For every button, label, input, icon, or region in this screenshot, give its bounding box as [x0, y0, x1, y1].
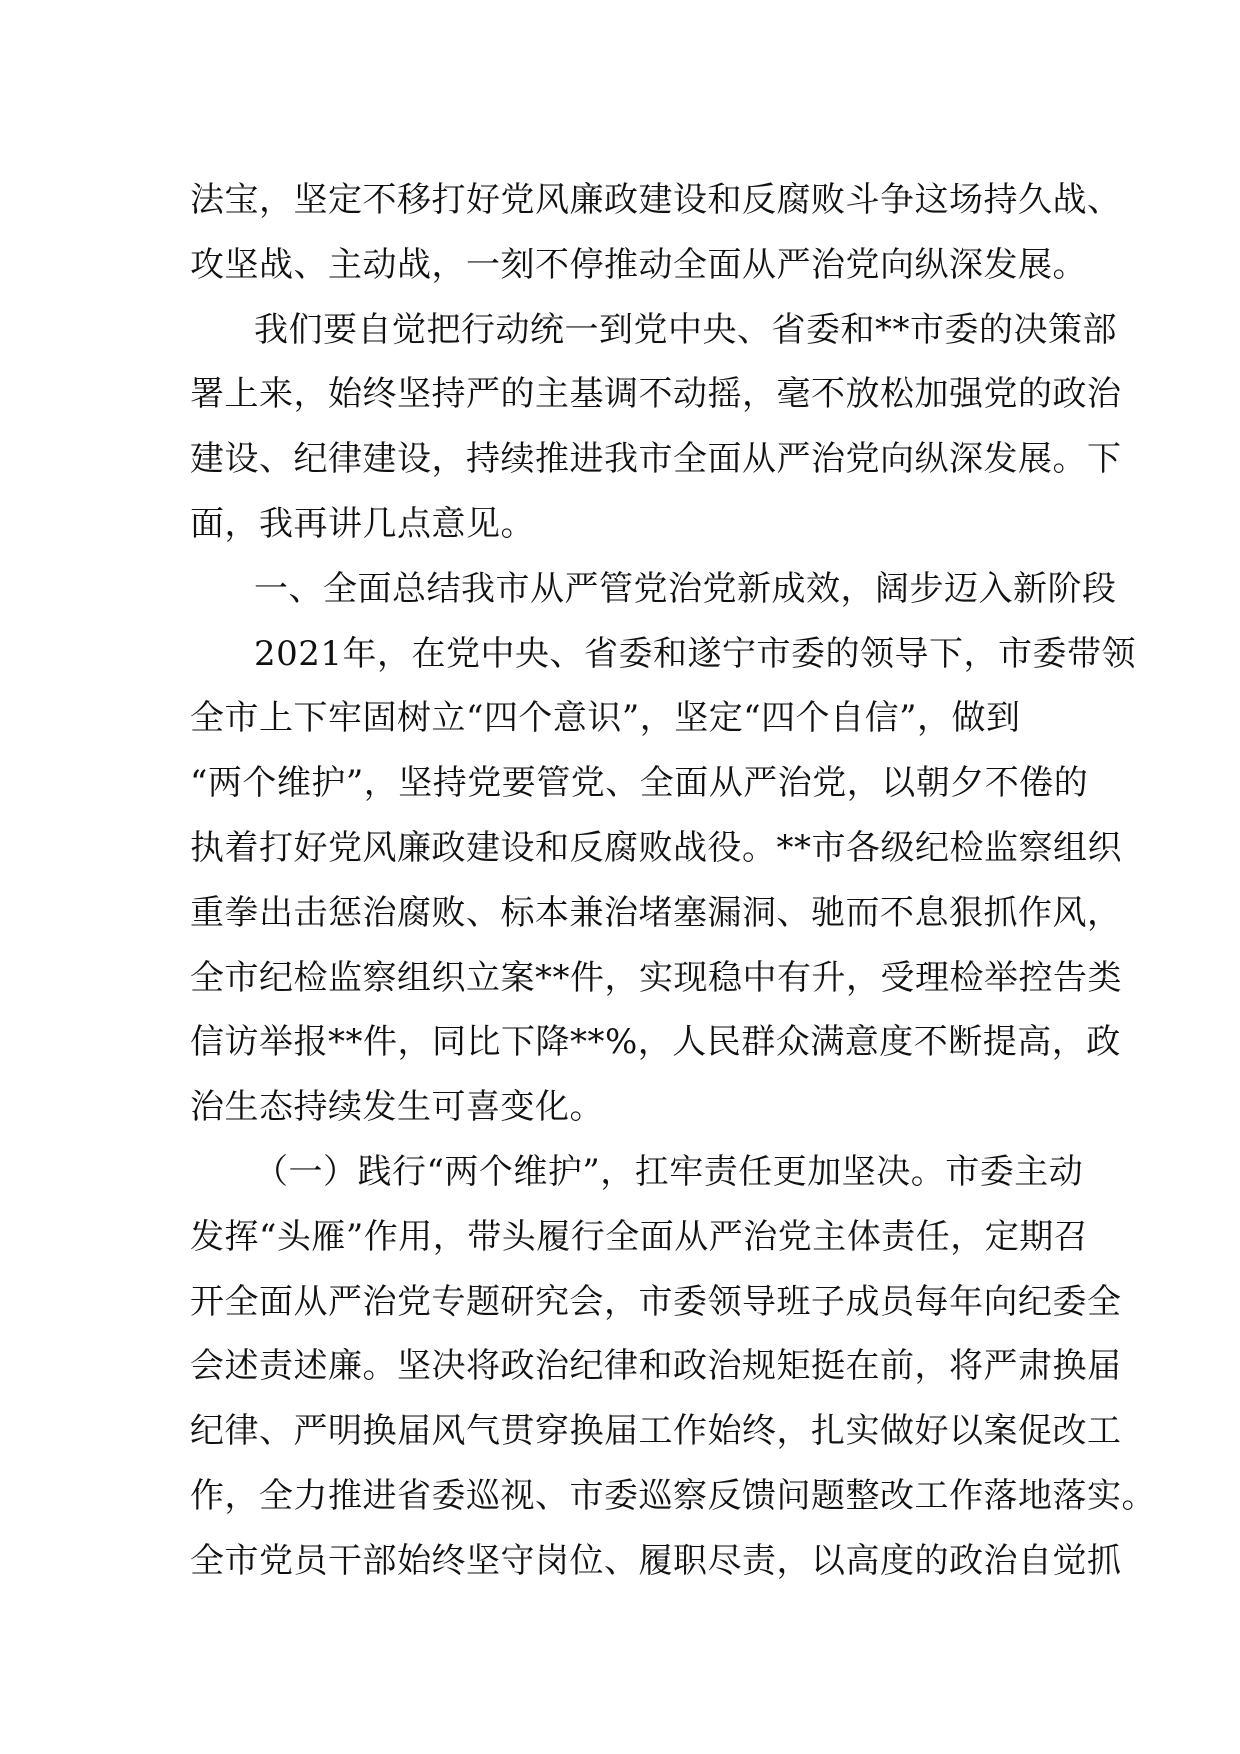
text-line: 纪律、严明换届风气贯穿换届工作始终，扎实做好以案促改工 — [190, 1411, 1122, 1452]
text-line: 发挥“头雁”作用，带头履行全面从严治党主体责任，定期召 — [190, 1216, 1089, 1257]
text-line: 全市纪检监察组织立案**件，实现稳中有升，受理检举控告类 — [190, 957, 1122, 998]
text-line: 作，全力推进省委巡视、市委巡察反馈问题整改工作落地落实。 — [190, 1475, 1156, 1516]
section-heading: 一、全面总结我市从严管党治党新成效，阔步迈入新阶段 — [254, 568, 1117, 609]
text-line: 执着打好党风廉政建设和反腐败战役。**市各级纪检监察组织 — [190, 827, 1122, 868]
text-line: 治生态持续发生可喜变化。 — [190, 1087, 604, 1128]
body-text — [190, 168, 1156, 1594]
text-line: 信访举报**件，同比下降**%，人民群众满意度不断提高，政 — [190, 1022, 1121, 1063]
text-line: 全市上下牢固树立“四个意识”，坚定“四个自信”，做到 — [190, 698, 1021, 739]
text-line: 全市党员干部始终坚守岗位、履职尽责，以高度的政治自觉抓 — [190, 1540, 1122, 1581]
text-line: “两个维护”，坚持党要管党、全面从严治党，以朝夕不倦的 — [190, 763, 1089, 804]
text-line: 面，我再讲几点意见。 — [190, 503, 535, 544]
text-line: 会述责述廉。坚决将政治纪律和政治规矩挺在前，将严肃换届 — [190, 1346, 1122, 1387]
text-line: 署上来，始终坚持严的主基调不动摇，毫不放松加强党的政治 — [190, 374, 1122, 415]
text-line: 我们要自觉把行动统一到党中央、省委和**市委的决策部 — [254, 309, 1117, 350]
text-line: 开全面从严治党专题研究会，市委领导班子成员每年向纪委全 — [190, 1281, 1122, 1322]
text-line: 法宝，坚定不移打好党风廉政建设和反腐败斗争这场持久战、 — [190, 180, 1122, 220]
text-line: 攻坚战、主动战，一刻不停推动全面从严治党向纵深发展。 — [190, 244, 1087, 285]
text-line: 2021年，在党中央、省委和遂宁市委的领导下，市委带领 — [254, 633, 1137, 674]
subsection-heading: （一）践行“两个维护”，扛牢责任更加坚决。市委主动 — [254, 1151, 1084, 1192]
text-line: 建设、纪律建设，持续推进我市全面从严治党向纵深发展。下 — [190, 439, 1122, 480]
text-line: 重拳出击惩治腐败、标本兼治堵塞漏洞、驰而不息狠抓作风， — [190, 892, 1122, 933]
